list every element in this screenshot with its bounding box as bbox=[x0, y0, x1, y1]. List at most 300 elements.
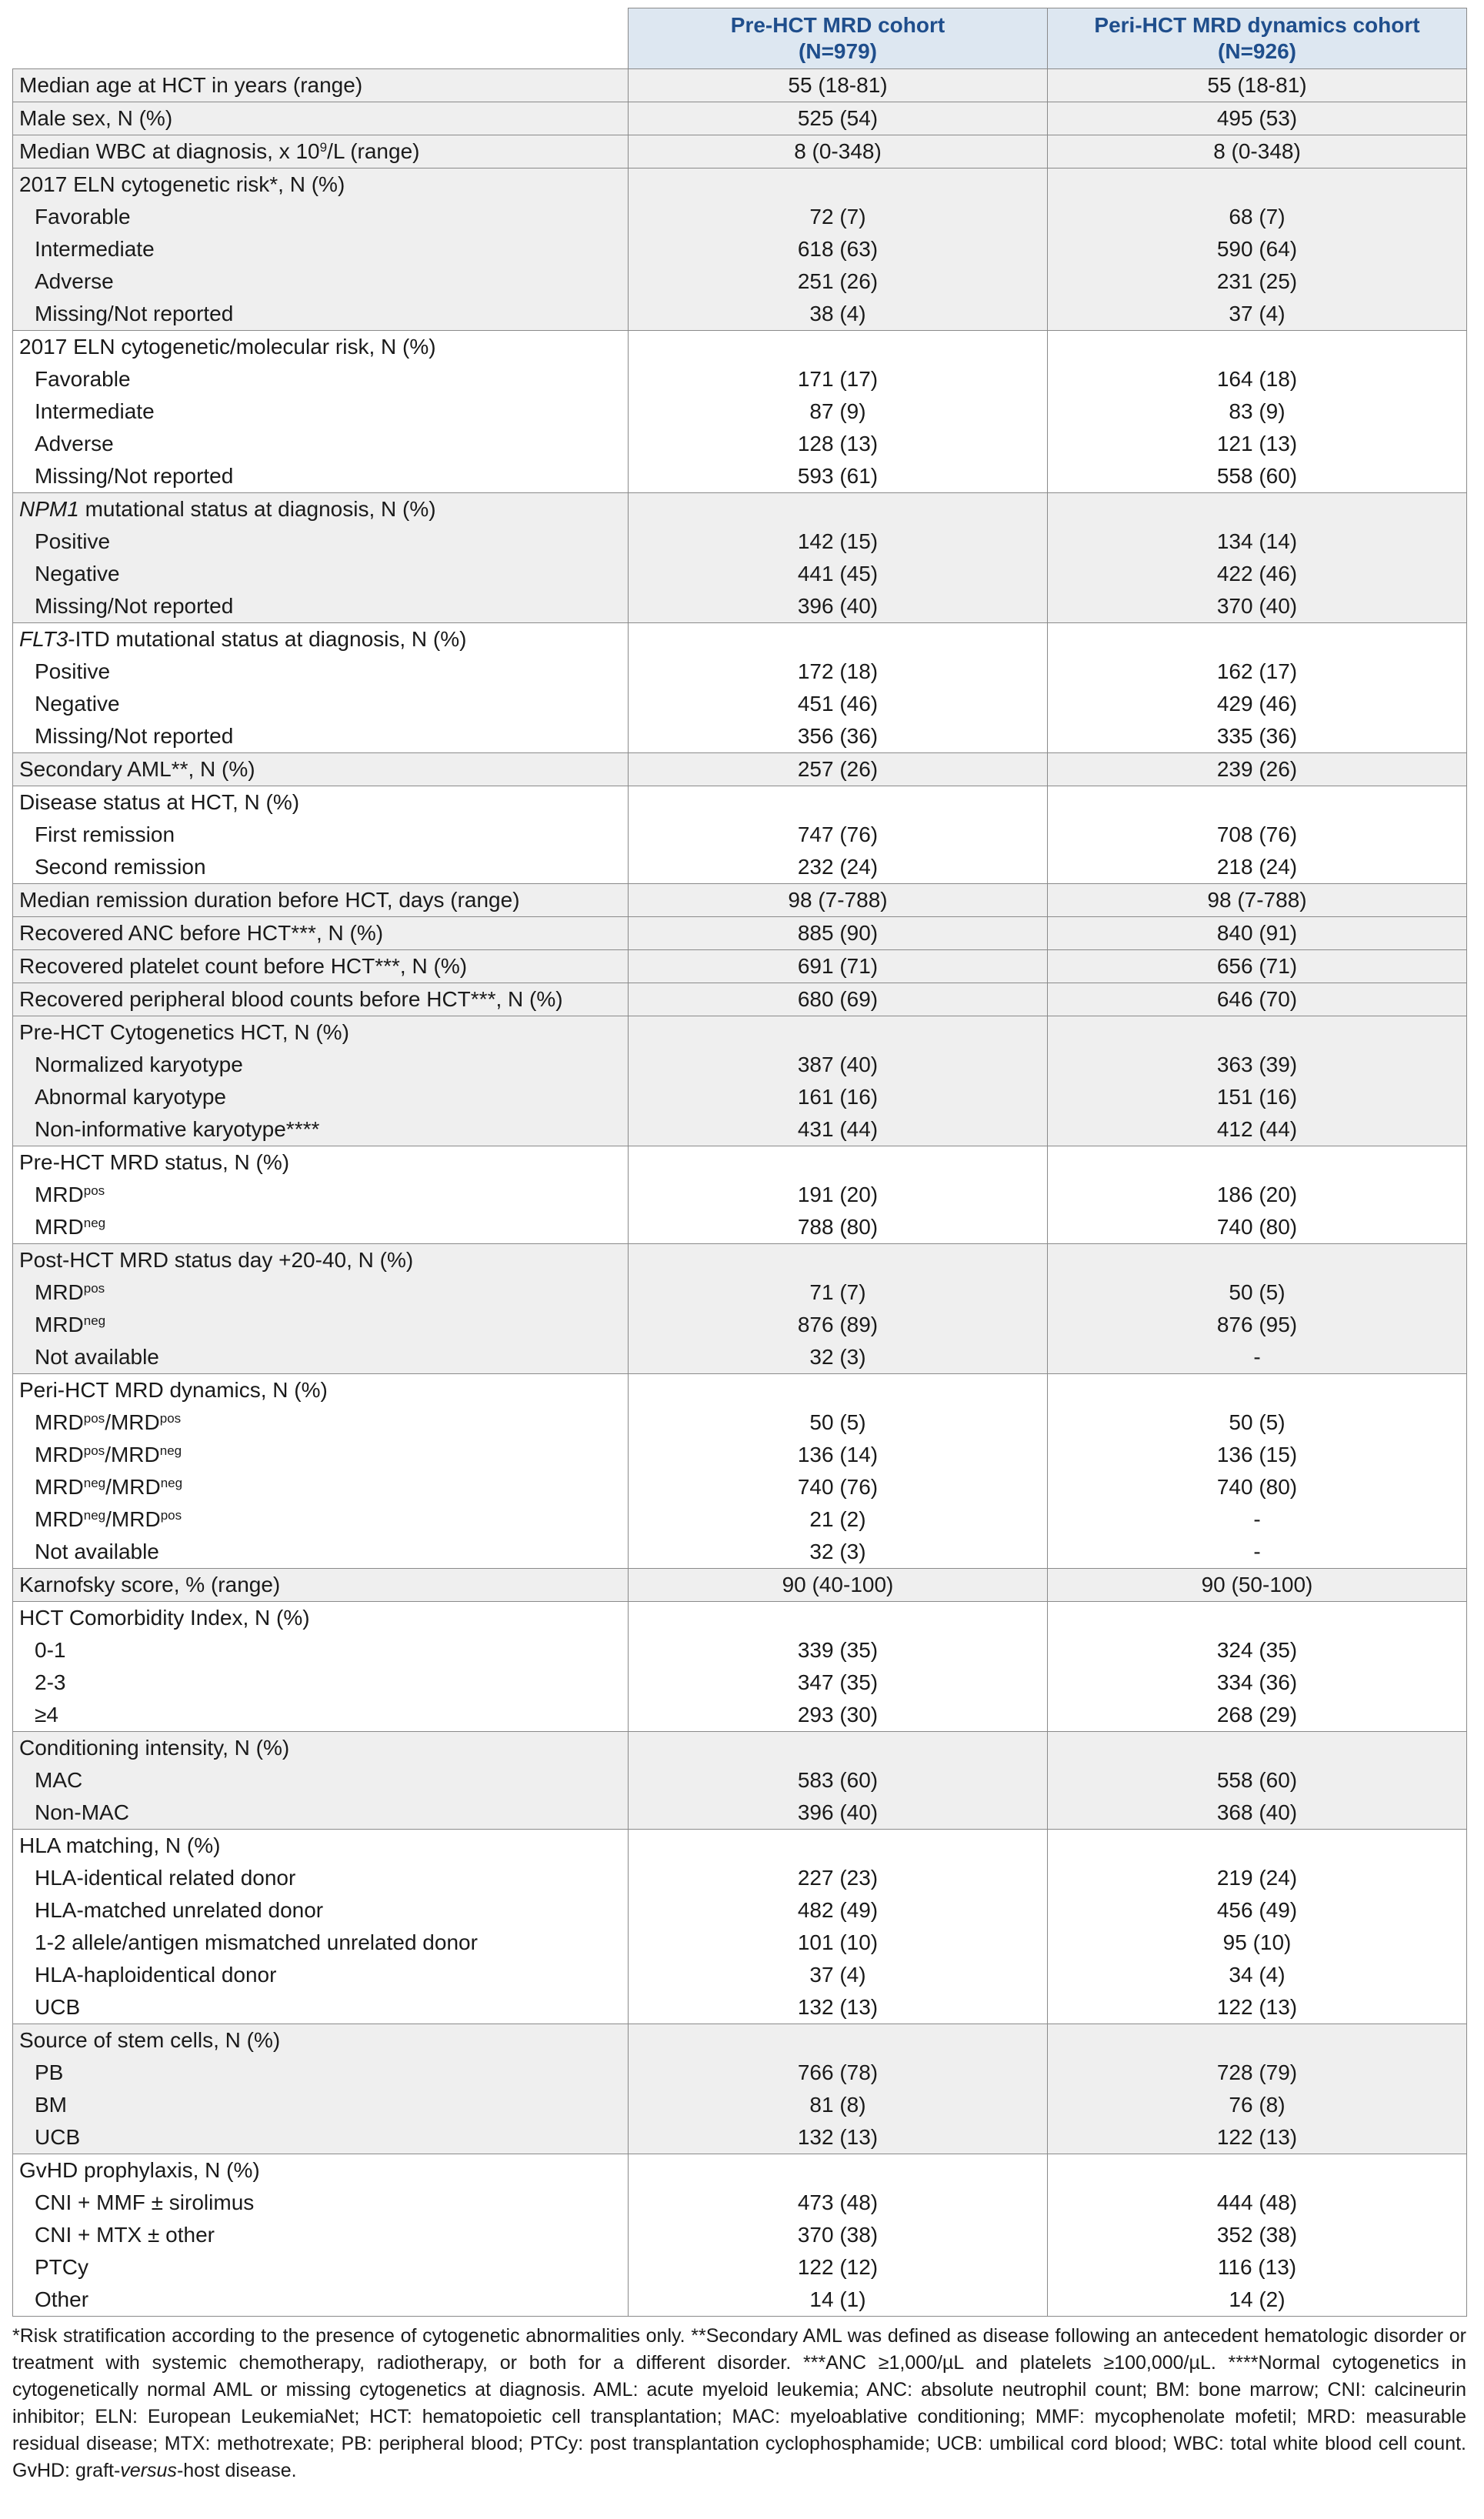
row-label-cell bbox=[13, 1732, 629, 1765]
table-row bbox=[13, 851, 1467, 884]
row-label-cell bbox=[13, 1113, 629, 1146]
pre-hct-value: 122 (12) bbox=[629, 2251, 1048, 2284]
row-label: Non-MAC bbox=[35, 1800, 129, 1824]
pre-hct-value: 87 (9) bbox=[629, 395, 1048, 428]
row-label-cell bbox=[13, 493, 629, 526]
row-label: MRD bbox=[35, 1475, 84, 1499]
row-label-cell bbox=[13, 720, 629, 753]
peri-hct-value: 8 (0-348) bbox=[1048, 135, 1467, 168]
table-row bbox=[13, 493, 1467, 526]
table-row bbox=[13, 1439, 1467, 1471]
pre-hct-value: 142 (15) bbox=[629, 525, 1048, 558]
pre-hct-value: 132 (13) bbox=[629, 2121, 1048, 2154]
pre-hct-value: 885 (90) bbox=[629, 917, 1048, 950]
peri-hct-value: 14 (2) bbox=[1048, 2284, 1467, 2317]
row-label-suffix: /MRD bbox=[105, 1507, 161, 1531]
row-label: Adverse bbox=[35, 432, 114, 455]
table-row bbox=[13, 1732, 1467, 1765]
table-row bbox=[13, 1309, 1467, 1341]
row-label-italic: FLT3 bbox=[19, 627, 68, 651]
row-label: Male sex, N (%) bbox=[19, 106, 173, 130]
row-label-cell bbox=[13, 395, 629, 428]
table-row bbox=[13, 2219, 1467, 2251]
row-label-cell bbox=[13, 688, 629, 720]
peri-hct-value: 324 (35) bbox=[1048, 1634, 1467, 1667]
table-row bbox=[13, 983, 1467, 1016]
peri-hct-value: 122 (13) bbox=[1048, 2121, 1467, 2154]
table-row bbox=[13, 298, 1467, 331]
table-row bbox=[13, 1406, 1467, 1439]
pre-hct-value: 339 (35) bbox=[629, 1634, 1048, 1667]
row-label: Not available bbox=[35, 1540, 159, 1563]
pre-hct-value: 788 (80) bbox=[629, 1211, 1048, 1244]
peri-hct-value bbox=[1048, 623, 1467, 656]
row-label-cell bbox=[13, 2121, 629, 2154]
row-label: 2-3 bbox=[35, 1670, 66, 1694]
table-row bbox=[13, 1113, 1467, 1146]
table-row bbox=[13, 1503, 1467, 1536]
row-label-cell bbox=[13, 1374, 629, 1407]
row-label: GvHD prophylaxis, N (%) bbox=[19, 2158, 260, 2182]
row-label: Pre-HCT MRD status, N (%) bbox=[19, 1150, 290, 1174]
row-label-cell bbox=[13, 2251, 629, 2284]
row-label-cell bbox=[13, 1602, 629, 1635]
row-label: MRD bbox=[35, 1443, 84, 1466]
peri-hct-value: 412 (44) bbox=[1048, 1113, 1467, 1146]
pre-hct-value: 482 (49) bbox=[629, 1894, 1048, 1927]
row-label: mutational status at diagnosis, N (%) bbox=[78, 497, 436, 521]
row-label-cell bbox=[13, 1081, 629, 1113]
table-row bbox=[13, 1634, 1467, 1667]
table-row bbox=[13, 1927, 1467, 1959]
row-label: Non-informative karyotype**** bbox=[35, 1117, 320, 1141]
pre-hct-value: 473 (48) bbox=[629, 2187, 1048, 2219]
peri-hct-value bbox=[1048, 1732, 1467, 1765]
table-row bbox=[13, 1797, 1467, 1830]
pre-hct-value: 55 (18-81) bbox=[629, 69, 1048, 102]
peri-hct-value: - bbox=[1048, 1536, 1467, 1569]
row-label-cell bbox=[13, 1016, 629, 1049]
table-row bbox=[13, 2121, 1467, 2154]
row-label-cell bbox=[13, 2089, 629, 2121]
row-label: HLA-haploidentical donor bbox=[35, 1963, 277, 1987]
row-label: MRD bbox=[35, 1410, 84, 1434]
pre-hct-value: 32 (3) bbox=[629, 1341, 1048, 1374]
peri-hct-value: - bbox=[1048, 1341, 1467, 1374]
header-row bbox=[13, 8, 1467, 69]
table-row bbox=[13, 1276, 1467, 1309]
peri-hct-value: 740 (80) bbox=[1048, 1471, 1467, 1503]
peri-hct-value: 83 (9) bbox=[1048, 395, 1467, 428]
pre-hct-value bbox=[629, 623, 1048, 656]
row-label: MRD bbox=[35, 1507, 84, 1531]
table-row bbox=[13, 1667, 1467, 1699]
characteristics-table bbox=[12, 8, 1467, 2317]
row-label-cell bbox=[13, 1406, 629, 1439]
table-row bbox=[13, 1341, 1467, 1374]
table-row bbox=[13, 1471, 1467, 1503]
peri-hct-value: 151 (16) bbox=[1048, 1081, 1467, 1113]
peri-hct-value: 50 (5) bbox=[1048, 1276, 1467, 1309]
row-label-cell bbox=[13, 2284, 629, 2317]
pre-hct-value: 50 (5) bbox=[629, 1406, 1048, 1439]
table-row bbox=[13, 688, 1467, 720]
peri-hct-value: 37 (4) bbox=[1048, 298, 1467, 331]
table-row bbox=[13, 168, 1467, 202]
table-row bbox=[13, 950, 1467, 983]
header-peri-hct-n: (N=926) bbox=[1218, 39, 1296, 63]
row-label: First remission bbox=[35, 822, 175, 846]
row-label-cell bbox=[13, 2024, 629, 2057]
row-label-cell bbox=[13, 1634, 629, 1667]
peri-hct-value: 95 (10) bbox=[1048, 1927, 1467, 1959]
peri-hct-value: 121 (13) bbox=[1048, 428, 1467, 460]
peri-hct-value: 558 (60) bbox=[1048, 460, 1467, 493]
row-label-cell bbox=[13, 1049, 629, 1081]
row-label: HCT Comorbidity Index, N (%) bbox=[19, 1606, 310, 1630]
peri-hct-value: 740 (80) bbox=[1048, 1211, 1467, 1244]
header-pre-hct-title: Pre-HCT MRD cohort bbox=[730, 13, 945, 37]
peri-hct-value: 68 (7) bbox=[1048, 201, 1467, 233]
peri-hct-value bbox=[1048, 2154, 1467, 2187]
row-label: HLA-matched unrelated donor bbox=[35, 1898, 324, 1922]
pre-hct-value: 38 (4) bbox=[629, 298, 1048, 331]
row-label: Median age at HCT in years (range) bbox=[19, 73, 363, 97]
table-row bbox=[13, 1049, 1467, 1081]
row-label: Source of stem cells, N (%) bbox=[19, 2028, 281, 2052]
row-label-cell bbox=[13, 1471, 629, 1503]
peri-hct-value: 840 (91) bbox=[1048, 917, 1467, 950]
row-label-cell bbox=[13, 168, 629, 202]
peri-hct-value: 239 (26) bbox=[1048, 753, 1467, 786]
row-label: 2017 ELN cytogenetic/molecular risk, N (%) bbox=[19, 335, 436, 359]
row-label: Second remission bbox=[35, 855, 206, 879]
pre-hct-value: 356 (36) bbox=[629, 720, 1048, 753]
peri-hct-value: 186 (20) bbox=[1048, 1179, 1467, 1211]
pre-hct-value bbox=[629, 1244, 1048, 1277]
table-row bbox=[13, 395, 1467, 428]
row-label: CNI + MTX ± other bbox=[35, 2223, 215, 2247]
peri-hct-value: 708 (76) bbox=[1048, 819, 1467, 851]
row-label-cell bbox=[13, 2154, 629, 2187]
peri-hct-value bbox=[1048, 1244, 1467, 1277]
row-label: PB bbox=[35, 2060, 64, 2084]
pre-hct-value: 90 (40-100) bbox=[629, 1569, 1048, 1602]
table-row bbox=[13, 1016, 1467, 1049]
pre-hct-value: 101 (10) bbox=[629, 1927, 1048, 1959]
row-label: Intermediate bbox=[35, 237, 155, 261]
table-row bbox=[13, 363, 1467, 395]
header-peri-hct-title: Peri-HCT MRD dynamics cohort bbox=[1094, 13, 1420, 37]
pre-hct-value bbox=[629, 1602, 1048, 1635]
row-label-cell bbox=[13, 298, 629, 331]
row-label-cell bbox=[13, 1536, 629, 1569]
pre-hct-value: 525 (54) bbox=[629, 102, 1048, 135]
row-label-cell bbox=[13, 1439, 629, 1471]
peri-hct-value: 116 (13) bbox=[1048, 2251, 1467, 2284]
pre-hct-value: 441 (45) bbox=[629, 558, 1048, 590]
pre-hct-value: 98 (7-788) bbox=[629, 884, 1048, 917]
table-row bbox=[13, 1991, 1467, 2024]
row-label: Negative bbox=[35, 692, 120, 716]
table-row bbox=[13, 1894, 1467, 1927]
peri-hct-value: 422 (46) bbox=[1048, 558, 1467, 590]
row-label-cell bbox=[13, 363, 629, 395]
table-row bbox=[13, 558, 1467, 590]
pre-hct-value bbox=[629, 1830, 1048, 1863]
pre-hct-value: 593 (61) bbox=[629, 460, 1048, 493]
table-row bbox=[13, 2187, 1467, 2219]
table-row bbox=[13, 1179, 1467, 1211]
row-label-cell bbox=[13, 917, 629, 950]
row-label-suffix: /MRD bbox=[105, 1443, 160, 1466]
table-row bbox=[13, 1081, 1467, 1113]
pre-hct-value: 37 (4) bbox=[629, 1959, 1048, 1991]
pre-hct-value: 747 (76) bbox=[629, 819, 1048, 851]
row-label-superscript-2: neg bbox=[160, 1476, 183, 1490]
row-label-cell bbox=[13, 265, 629, 298]
row-label-cell bbox=[13, 1797, 629, 1830]
row-label-suffix: /MRD bbox=[105, 1410, 160, 1434]
row-label: MRD bbox=[35, 1215, 84, 1239]
peri-hct-value: 268 (29) bbox=[1048, 1699, 1467, 1732]
row-label: Disease status at HCT, N (%) bbox=[19, 790, 300, 814]
row-label: CNI + MMF ± sirolimus bbox=[35, 2190, 255, 2214]
row-label-cell bbox=[13, 460, 629, 493]
row-label-superscript-2: pos bbox=[160, 1508, 182, 1523]
row-label: Positive bbox=[35, 529, 111, 553]
row-label: PTCy bbox=[35, 2255, 88, 2279]
pre-hct-value: 293 (30) bbox=[629, 1699, 1048, 1732]
row-label: Median remission duration before HCT, days (range) bbox=[19, 888, 520, 912]
peri-hct-value: 50 (5) bbox=[1048, 1406, 1467, 1439]
pre-hct-value: 396 (40) bbox=[629, 1797, 1048, 1830]
pre-hct-value: 81 (8) bbox=[629, 2089, 1048, 2121]
pre-hct-value bbox=[629, 1146, 1048, 1179]
peri-hct-value: 495 (53) bbox=[1048, 102, 1467, 135]
row-label-cell bbox=[13, 753, 629, 786]
peri-hct-value: 656 (71) bbox=[1048, 950, 1467, 983]
pre-hct-value bbox=[629, 1732, 1048, 1765]
row-label-cell bbox=[13, 135, 629, 168]
pre-hct-value: 257 (26) bbox=[629, 753, 1048, 786]
table-row bbox=[13, 786, 1467, 819]
peri-hct-value bbox=[1048, 493, 1467, 526]
peri-hct-value: 34 (4) bbox=[1048, 1959, 1467, 1991]
table-row bbox=[13, 1374, 1467, 1407]
peri-hct-value: 90 (50-100) bbox=[1048, 1569, 1467, 1602]
peri-hct-value: 55 (18-81) bbox=[1048, 69, 1467, 102]
peri-hct-value bbox=[1048, 2024, 1467, 2057]
table-row bbox=[13, 2024, 1467, 2057]
pre-hct-value: 583 (60) bbox=[629, 1764, 1048, 1797]
row-label-suffix: /MRD bbox=[105, 1475, 161, 1499]
pre-hct-value: 396 (40) bbox=[629, 590, 1048, 623]
table-row bbox=[13, 428, 1467, 460]
row-label: Recovered ANC before HCT***, N (%) bbox=[19, 921, 384, 945]
peri-hct-value: 558 (60) bbox=[1048, 1764, 1467, 1797]
peri-hct-value bbox=[1048, 1016, 1467, 1049]
row-label: Karnofsky score, % (range) bbox=[19, 1573, 281, 1596]
row-label-superscript: neg bbox=[83, 1508, 106, 1523]
table-row bbox=[13, 135, 1467, 168]
row-label-cell bbox=[13, 2057, 629, 2089]
pre-hct-value: 766 (78) bbox=[629, 2057, 1048, 2089]
peri-hct-value: 334 (36) bbox=[1048, 1667, 1467, 1699]
row-label-cell bbox=[13, 1146, 629, 1179]
pre-hct-value: 740 (76) bbox=[629, 1471, 1048, 1503]
peri-hct-value: 164 (18) bbox=[1048, 363, 1467, 395]
table-row bbox=[13, 1830, 1467, 1863]
row-label-cell bbox=[13, 102, 629, 135]
row-label: -ITD mutational status at diagnosis, N (%) bbox=[68, 627, 467, 651]
row-label-cell bbox=[13, 590, 629, 623]
row-label: Secondary AML**, N (%) bbox=[19, 757, 255, 781]
peri-hct-value: 728 (79) bbox=[1048, 2057, 1467, 2089]
row-label-cell bbox=[13, 819, 629, 851]
row-label-cell bbox=[13, 1667, 629, 1699]
peri-hct-value: 136 (15) bbox=[1048, 1439, 1467, 1471]
pre-hct-value: 347 (35) bbox=[629, 1667, 1048, 1699]
table-row bbox=[13, 1602, 1467, 1635]
row-label: Missing/Not reported bbox=[35, 594, 234, 618]
row-label: Conditioning intensity, N (%) bbox=[19, 1736, 290, 1760]
row-label: 0-1 bbox=[35, 1638, 66, 1662]
table-row bbox=[13, 1862, 1467, 1894]
row-label: Normalized karyotype bbox=[35, 1053, 243, 1076]
pre-hct-value bbox=[629, 1016, 1048, 1049]
peri-hct-value: 429 (46) bbox=[1048, 688, 1467, 720]
header-pre-hct-cohort bbox=[629, 8, 1048, 69]
row-label-cell bbox=[13, 233, 629, 265]
table-row bbox=[13, 331, 1467, 364]
peri-hct-value: 444 (48) bbox=[1048, 2187, 1467, 2219]
pre-hct-value: 251 (26) bbox=[629, 265, 1048, 298]
row-label-superscript-2: neg bbox=[159, 1443, 182, 1458]
pre-hct-value: 172 (18) bbox=[629, 656, 1048, 688]
table-row bbox=[13, 917, 1467, 950]
row-label: MRD bbox=[35, 1280, 84, 1304]
footnote-text-italic: versus bbox=[120, 2460, 177, 2481]
row-label-cell bbox=[13, 1211, 629, 1244]
peri-hct-value bbox=[1048, 786, 1467, 819]
table-row bbox=[13, 656, 1467, 688]
pre-hct-value: 227 (23) bbox=[629, 1862, 1048, 1894]
row-label-cell bbox=[13, 1341, 629, 1374]
pre-hct-value: 71 (7) bbox=[629, 1276, 1048, 1309]
peri-hct-value: 363 (39) bbox=[1048, 1049, 1467, 1081]
row-label-suffix: /L (range) bbox=[327, 139, 420, 163]
table-row bbox=[13, 753, 1467, 786]
footnote-text-end: -host disease. bbox=[176, 2460, 297, 2481]
table-row bbox=[13, 2089, 1467, 2121]
row-label: BM bbox=[35, 2093, 67, 2117]
header-blank-cell bbox=[13, 8, 629, 69]
row-label-cell bbox=[13, 1862, 629, 1894]
table-body bbox=[13, 69, 1467, 2317]
pre-hct-value: 132 (13) bbox=[629, 1991, 1048, 2024]
pre-hct-value: 680 (69) bbox=[629, 983, 1048, 1016]
row-label: Recovered platelet count before HCT***, N (%) bbox=[19, 954, 468, 978]
row-label-cell bbox=[13, 623, 629, 656]
pre-hct-value: 161 (16) bbox=[629, 1081, 1048, 1113]
row-label: Median WBC at diagnosis, x 10 bbox=[19, 139, 320, 163]
pre-hct-value: 451 (46) bbox=[629, 688, 1048, 720]
peri-hct-value: 98 (7-788) bbox=[1048, 884, 1467, 917]
row-label: MRD bbox=[35, 1313, 84, 1336]
row-label: Missing/Not reported bbox=[35, 724, 234, 748]
pre-hct-value: 136 (14) bbox=[629, 1439, 1048, 1471]
peri-hct-value: 76 (8) bbox=[1048, 2089, 1467, 2121]
peri-hct-value: 162 (17) bbox=[1048, 656, 1467, 688]
peri-hct-value: - bbox=[1048, 1503, 1467, 1536]
row-label: MAC bbox=[35, 1768, 83, 1792]
header-pre-hct-n: (N=979) bbox=[799, 39, 877, 63]
row-label-cell bbox=[13, 201, 629, 233]
peri-hct-value: 456 (49) bbox=[1048, 1894, 1467, 1927]
row-label: Intermediate bbox=[35, 399, 155, 423]
row-label-superscript: neg bbox=[83, 1216, 106, 1230]
row-label: Recovered peripheral blood counts before HCT***, N (%) bbox=[19, 987, 563, 1011]
row-label-superscript: pos bbox=[83, 1443, 105, 1458]
row-label-cell bbox=[13, 950, 629, 983]
pre-hct-value bbox=[629, 2154, 1048, 2187]
table-row bbox=[13, 265, 1467, 298]
row-label-cell bbox=[13, 884, 629, 917]
pre-hct-value: 370 (38) bbox=[629, 2219, 1048, 2251]
peri-hct-value: 218 (24) bbox=[1048, 851, 1467, 884]
row-label: Favorable bbox=[35, 205, 131, 229]
table-row bbox=[13, 590, 1467, 623]
row-label: Abnormal karyotype bbox=[35, 1085, 227, 1109]
table-row bbox=[13, 2251, 1467, 2284]
pre-hct-value: 191 (20) bbox=[629, 1179, 1048, 1211]
table-row bbox=[13, 1211, 1467, 1244]
row-label-cell bbox=[13, 1894, 629, 1927]
table-row bbox=[13, 623, 1467, 656]
pre-hct-value: 14 (1) bbox=[629, 2284, 1048, 2317]
peri-hct-value bbox=[1048, 1830, 1467, 1863]
row-label-cell bbox=[13, 1179, 629, 1211]
pre-hct-value: 32 (3) bbox=[629, 1536, 1048, 1569]
row-label: Favorable bbox=[35, 367, 131, 391]
row-label: 1-2 allele/antigen mismatched unrelated donor bbox=[35, 1930, 478, 1954]
row-label: Pre-HCT Cytogenetics HCT, N (%) bbox=[19, 1020, 349, 1044]
table-row bbox=[13, 1959, 1467, 1991]
peri-hct-value: 646 (70) bbox=[1048, 983, 1467, 1016]
table-row bbox=[13, 1699, 1467, 1732]
row-label-cell bbox=[13, 983, 629, 1016]
pre-hct-value: 8 (0-348) bbox=[629, 135, 1048, 168]
table-row bbox=[13, 819, 1467, 851]
row-label-cell bbox=[13, 1569, 629, 1602]
row-label-cell bbox=[13, 656, 629, 688]
peri-hct-value: 231 (25) bbox=[1048, 265, 1467, 298]
row-label-superscript-2: pos bbox=[159, 1411, 182, 1426]
row-label-cell bbox=[13, 1309, 629, 1341]
pre-hct-value bbox=[629, 331, 1048, 364]
row-label-cell bbox=[13, 1699, 629, 1732]
pre-hct-value: 128 (13) bbox=[629, 428, 1048, 460]
row-label-superscript: 9 bbox=[319, 140, 328, 155]
pre-hct-value: 232 (24) bbox=[629, 851, 1048, 884]
peri-hct-value: 368 (40) bbox=[1048, 1797, 1467, 1830]
row-label-cell bbox=[13, 1764, 629, 1797]
table-row bbox=[13, 201, 1467, 233]
row-label: Positive bbox=[35, 659, 111, 683]
pre-hct-value bbox=[629, 493, 1048, 526]
table-row bbox=[13, 2284, 1467, 2317]
